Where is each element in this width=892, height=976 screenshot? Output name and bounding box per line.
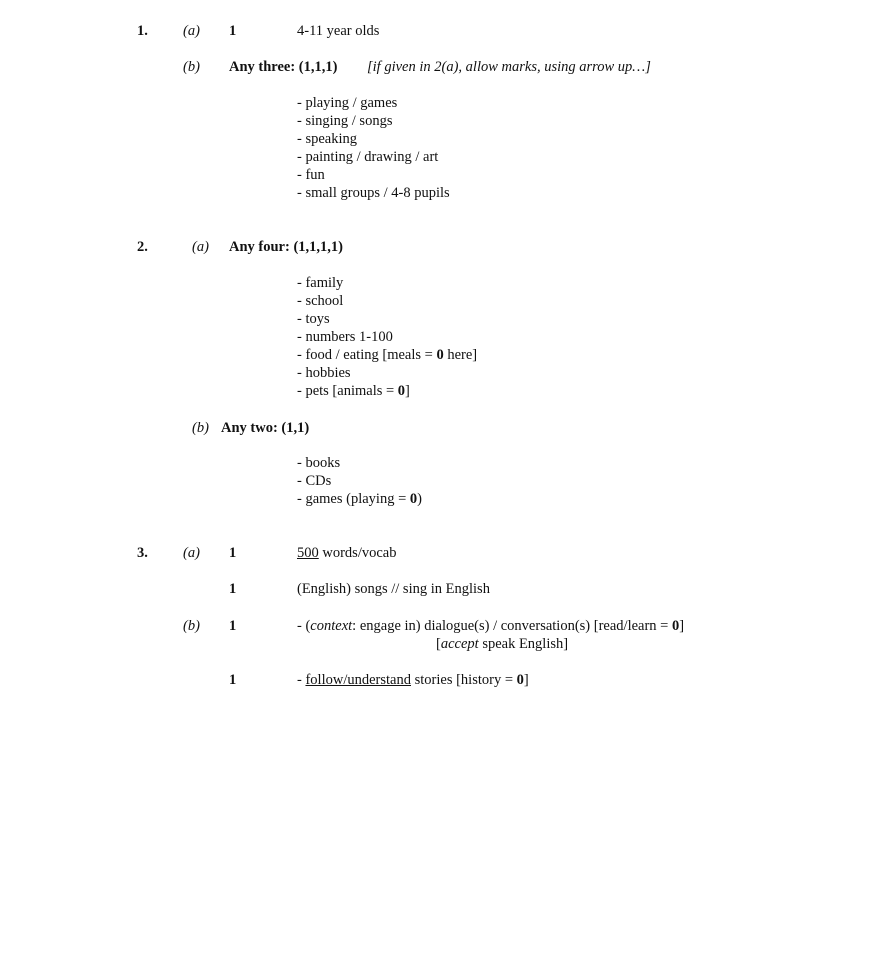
q3-b-answer-1-accept-note: [accept speak English] xyxy=(436,636,569,652)
q3-b-mark-2: 1 xyxy=(229,672,237,688)
q2-b-heading: Any two: (1,1) xyxy=(221,420,310,436)
list-item: - food / eating [meals = 0 here] xyxy=(297,347,478,363)
list-item: - books xyxy=(297,455,341,471)
q3-a-answer-1: 500 words/vocab xyxy=(297,545,397,561)
q3-part-a-label: (a) xyxy=(183,545,200,561)
q1-part-b-label: (b) xyxy=(183,59,200,75)
q3-a-answer-2: (English) songs // sing in English xyxy=(297,581,490,597)
q3-b-answer-2: - follow/understand stories [history = 0] xyxy=(297,672,529,688)
list-item: - painting / drawing / art xyxy=(297,149,439,165)
q1-part-a-label: (a) xyxy=(183,23,200,39)
list-item: - singing / songs xyxy=(297,113,393,129)
q3-b-mark-1: 1 xyxy=(229,618,237,634)
q1-a-answer: 4-11 year olds xyxy=(297,23,380,39)
q1-b-note: [if given in 2(a), allow marks, using arrow up…] xyxy=(367,59,651,75)
list-item: - school xyxy=(297,293,344,309)
list-item: - toys xyxy=(297,311,330,327)
q3-b-answer-1: - (context: engage in) dialogue(s) / conversation(s) [read/learn = 0] xyxy=(297,618,685,634)
q2-part-a-label: (a) xyxy=(192,239,209,255)
q2-part-b-label: (b) xyxy=(192,420,209,436)
q1-a-mark: 1 xyxy=(229,23,237,39)
q3-part-b-label: (b) xyxy=(183,618,200,634)
q3-a-mark-2: 1 xyxy=(229,581,237,597)
zero-mark: 0 xyxy=(516,672,524,688)
zero-mark: 0 xyxy=(671,618,680,634)
zero-mark: 0 xyxy=(397,383,406,399)
list-item: - pets [animals = 0] xyxy=(297,383,410,399)
zero-mark: 0 xyxy=(409,491,418,507)
q3-a-mark-1: 1 xyxy=(229,545,237,561)
list-item: - fun xyxy=(297,167,325,183)
list-item: - CDs xyxy=(297,473,332,489)
q1-b-heading: Any three: (1,1,1) xyxy=(229,59,338,75)
list-item: - hobbies xyxy=(297,365,351,381)
list-item: - playing / games xyxy=(297,95,398,111)
list-item: - speaking xyxy=(297,131,357,147)
list-item: - games (playing = 0) xyxy=(297,491,422,507)
question-2-number: 2. xyxy=(137,239,148,255)
list-item: - small groups / 4-8 pupils xyxy=(297,185,450,201)
zero-mark: 0 xyxy=(436,347,444,363)
list-item: - numbers 1-100 xyxy=(297,329,393,345)
q2-a-heading: Any four: (1,1,1,1) xyxy=(229,239,343,255)
question-1-number: 1. xyxy=(137,23,148,39)
question-3-number: 3. xyxy=(137,545,148,561)
list-item: - family xyxy=(297,275,344,291)
